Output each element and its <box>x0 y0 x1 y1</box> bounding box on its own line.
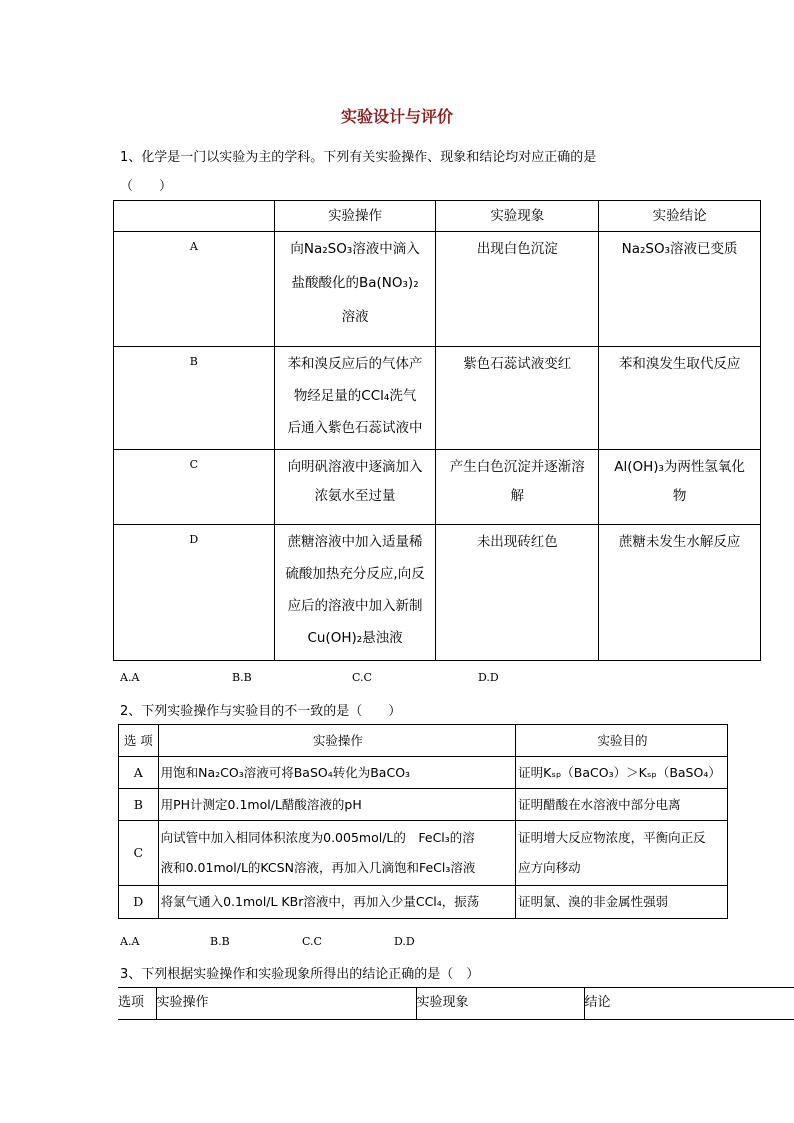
q3-header-operation: 实验操作 <box>156 988 416 1020</box>
q3-table <box>118 987 794 1020</box>
q1-concl-line: 物 <box>672 488 687 504</box>
q1-option-a[interactable]: A.A <box>120 671 140 684</box>
q2-op-line: 用PH计测定0.1mol/L醋酸溶液的pH <box>160 796 362 812</box>
q2-row-b <box>119 789 728 821</box>
q2-goal-cell <box>516 757 728 789</box>
q1-phenomenon-cell <box>436 450 599 525</box>
q1-header-blank <box>114 201 275 232</box>
q2-table <box>118 724 728 919</box>
q1-header-phenomenon: 实验现象 <box>436 201 599 232</box>
q2-operation-cell <box>158 821 515 886</box>
q3-stem: 3、下列根据实验操作和实验现象所得出的结论正确的是（ ） <box>120 967 480 982</box>
q1-row-label: D <box>114 525 275 661</box>
q2-row-label: A <box>119 757 159 789</box>
q1-stem: 1、化学是一门以实验为主的学科。下列有关实验操作、现象和结论均对应正确的是 <box>120 150 597 165</box>
q1-op-line: Cu(OH)₂悬浊液 <box>307 630 403 646</box>
q1-table <box>113 200 761 661</box>
q1-row-label: B <box>114 347 275 450</box>
q1-phen-line: 未出现砖红色 <box>476 534 558 550</box>
q1-op-line: 物经足量的CCl₄洗气 <box>293 388 417 404</box>
q2-operation-cell <box>158 757 515 789</box>
q1-conclusion-cell <box>599 232 761 347</box>
q2-op-line: 将氯气通入0.1mol/L KBr溶液中，再加入少量CCl₄，振荡 <box>160 894 480 909</box>
q1-paren: （ ） <box>120 179 173 194</box>
q1-op-line: 浓氨水至过量 <box>314 488 396 504</box>
q2-goal-line: 证明Kₛₚ（BaCO₃）＞Kₛₚ（BaSO₄） <box>518 764 721 780</box>
q1-operation-cell <box>274 450 436 525</box>
q1-concl-line: 苯和溴发生取代反应 <box>618 356 741 372</box>
q1-phen-line: 解 <box>510 488 525 504</box>
q1-op-line: 后通入紫色石蕊试液中 <box>287 420 423 436</box>
q1-concl-line: Na₂SO₃溶液已变质 <box>621 241 738 257</box>
q1-row-c <box>114 450 761 525</box>
q1-op-line: 向明矾溶液中逐滴加入 <box>287 459 423 475</box>
q1-phenomenon-cell <box>436 232 599 347</box>
q2-option-d[interactable]: D.D <box>394 935 415 948</box>
q3-header-option: 选项 <box>118 988 156 1020</box>
q2-header-option: 选 项 <box>119 725 159 757</box>
q2-row-a <box>119 757 728 789</box>
q2-header-operation: 实验操作 <box>158 725 515 757</box>
q1-phen-line: 出现白色沉淀 <box>476 241 558 257</box>
q1-operation-cell <box>274 347 436 450</box>
q1-op-line: 硫酸加热充分反应,向反 <box>285 566 425 582</box>
q2-row-d <box>119 886 728 919</box>
q1-op-line: 蔗糖溶液中加入适量稀 <box>287 534 423 550</box>
q2-option-b[interactable]: B.B <box>210 935 230 948</box>
q2-row-label: D <box>119 886 159 919</box>
q2-goal-cell <box>516 789 728 821</box>
q2-op-line: 用饱和Na₂CO₃溶液可将BaSO₄转化为BaCO₃ <box>160 764 411 780</box>
q1-operation-cell <box>274 525 436 661</box>
q1-row-label: C <box>114 450 275 525</box>
q2-row-c <box>119 821 728 886</box>
q3-header-conclusion: 结论 <box>584 988 794 1020</box>
q1-phenomenon-cell <box>436 525 599 661</box>
q1-row-a <box>114 232 761 347</box>
q1-header-conclusion: 实验结论 <box>599 201 761 232</box>
page-title: 实验设计与评价 <box>340 107 453 126</box>
q1-header-row <box>114 201 761 232</box>
q2-goal-line: 证明醋酸在水溶液中部分电离 <box>518 796 681 812</box>
q2-row-label: C <box>119 821 159 886</box>
q1-option-b[interactable]: B.B <box>232 671 252 684</box>
q2-goal-cell <box>516 886 728 919</box>
q2-row-label: B <box>119 789 159 821</box>
q2-option-a[interactable]: A.A <box>120 935 140 948</box>
q2-option-c[interactable]: C.C <box>302 935 322 948</box>
q1-phen-line: 紫色石蕊试液变红 <box>463 356 572 372</box>
q1-phen-line: 产生白色沉淀并逐渐溶 <box>449 459 585 475</box>
q1-operation-cell <box>274 232 436 347</box>
q1-options <box>0 671 794 687</box>
q1-concl-line: 蔗糖未发生水解反应 <box>618 534 741 550</box>
q1-op-line: 应后的溶液中加入新制 <box>287 598 423 614</box>
q1-conclusion-cell <box>599 450 761 525</box>
q2-goal-line: 应方向移动 <box>518 860 581 875</box>
q2-operation-cell <box>158 886 515 919</box>
q1-header-operation: 实验操作 <box>274 201 436 232</box>
q2-operation-cell <box>158 789 515 821</box>
q1-option-c[interactable]: C.C <box>352 671 372 684</box>
q1-option-d[interactable]: D.D <box>478 671 499 684</box>
q1-phenomenon-cell <box>436 347 599 450</box>
q2-goal-line: 证明氯、溴的非金属性强弱 <box>518 894 669 909</box>
q2-header-goal: 实验目的 <box>516 725 728 757</box>
q2-header-row <box>119 725 728 757</box>
q1-op-line: 盐酸酸化的Ba(NO₃)₂ <box>291 275 419 291</box>
q2-op-line: 向试管中加入相同体积浓度为0.005mol/L的 FeCl₃的溶 <box>160 830 475 845</box>
q2-goal-line: 证明增大反应物浓度，平衡向正反 <box>518 830 706 845</box>
q2-goal-cell <box>516 821 728 886</box>
q1-conclusion-cell <box>599 347 761 450</box>
q1-op-line: 向Na₂SO₃溶液中滴入 <box>290 241 420 257</box>
q1-row-b <box>114 347 761 450</box>
q3-header-row <box>118 988 794 1020</box>
q1-row-label: A <box>114 232 275 347</box>
q2-op-line: 液和0.01mol/L的KCSN溶液，再加入几滴饱和FeCl₃溶液 <box>160 860 476 875</box>
q3-header-phenomenon: 实验现象 <box>416 988 584 1020</box>
q1-op-line: 苯和溴反应后的气体产 <box>287 356 423 372</box>
q1-conclusion-cell <box>599 525 761 661</box>
q1-op-line: 溶液 <box>341 309 369 325</box>
q1-row-d <box>114 525 761 661</box>
q2-stem: 2、下列实验操作与实验目的不一致的是（ ） <box>120 704 402 719</box>
q1-concl-line: Al(OH)₃为两性氢氧化 <box>614 459 745 475</box>
q2-options <box>0 935 794 951</box>
